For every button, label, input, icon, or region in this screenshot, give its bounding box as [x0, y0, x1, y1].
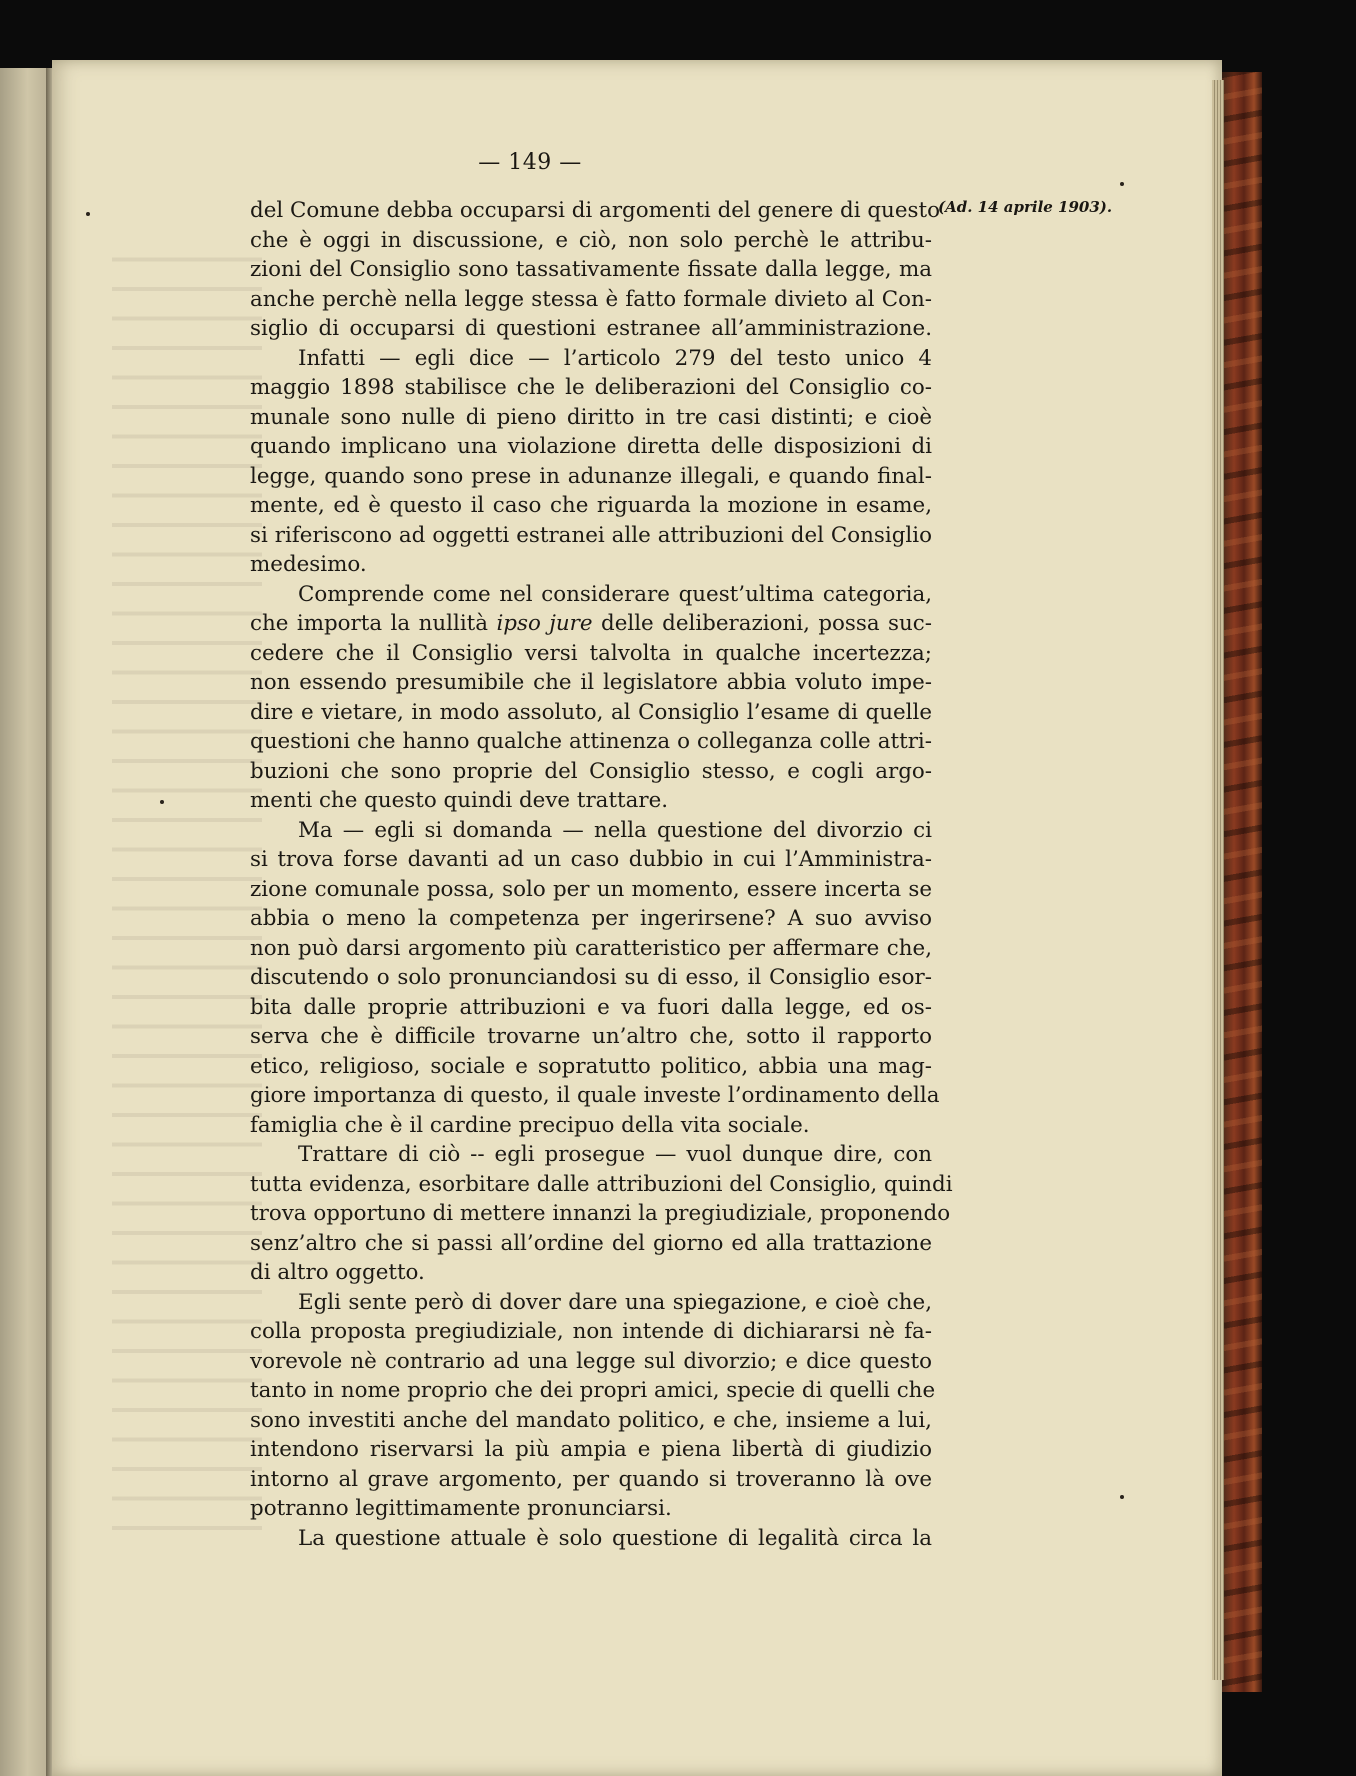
text-line: si trova forse davanti ad un caso dubbio in cui l’Amministra-: [250, 847, 932, 872]
text-line: mente, ed è questo il caso che riguarda la mozione in esame,: [250, 493, 932, 518]
text-line: quando implicano una violazione diretta delle disposizioni di: [250, 434, 932, 459]
text-line: Infatti — egli dice — l’articolo 279 del testo unico 4: [298, 345, 932, 371]
text-line: intorno al grave argomento, per quando si troveranno là ove: [250, 1466, 932, 1492]
text-line: trova opportuno di mettere innanzi la pregiudiziale, proponendo: [250, 1201, 951, 1226]
text-line: questioni che hanno qualche attinenza o colleganza colle attri-: [250, 729, 932, 754]
text-line: colla proposta pregiudiziale, non intende di dichiararsi nè fa-: [250, 1319, 932, 1344]
text-line: sono investiti anche del mandato politico, e che, insieme a lui,: [250, 1407, 932, 1433]
text-line: si riferiscono ad oggetti estranei alle attribuzioni del Consiglio: [250, 522, 932, 548]
ink-speck: [86, 212, 90, 216]
text-line: buzioni che sono proprie del Consiglio stesso, e cogli argo-: [250, 758, 932, 784]
text-line: munale sono nulle di pieno diritto in tre casi distinti; e cioè: [250, 404, 932, 430]
text-line: vorevole nè contrario ad una legge sul divorzio; e dice questo: [250, 1348, 932, 1374]
text-line: zione comunale possa, solo per un momento, essere incerta se: [250, 876, 932, 902]
text-line: etico, religioso, sociale e sopratutto politico, abbia una mag-: [250, 1053, 932, 1079]
page-number: — 149 —: [478, 150, 582, 175]
text-line: Comprende come nel considerare quest’ultima categoria,: [298, 581, 932, 607]
text-line: non può darsi argomento più caratteristico per affermare che,: [250, 935, 932, 961]
text-line: che importa la nullità ipso jure delle deliberazioni, possa suc-: [250, 611, 933, 636]
marbled-spine-texture: [1222, 72, 1262, 1692]
text-line: non essendo presumibile che il legislatore abbia voluto impe-: [250, 670, 932, 695]
text-line: zioni del Consiglio sono tassativamente fissate dalla legge, ma: [250, 257, 932, 282]
text-line: di altro oggetto.: [250, 1260, 425, 1285]
text-line: Ma — egli si domanda — nella questione del divorzio ci: [298, 817, 932, 843]
text-line: siglio di occuparsi di questioni estranee all’amministrazione.: [250, 316, 932, 341]
text-line: menti che questo quindi deve trattare.: [250, 788, 669, 813]
text-line: maggio 1898 stabilisce che le deliberazioni del Consiglio co-: [250, 375, 932, 400]
ink-speck: [160, 800, 164, 804]
ink-speck: [1120, 1495, 1124, 1499]
left-page-edge: [0, 68, 50, 1776]
ink-speck: [1120, 182, 1124, 186]
text-line: Trattare di ciò -- egli prosegue — vuol dunque dire, con: [298, 1142, 932, 1167]
text-line: intendono riservarsi la più ampia e piena libertà di giudizio: [250, 1437, 932, 1462]
text-line: cedere che il Consiglio versi talvolta in qualche incertezza;: [250, 640, 932, 666]
text-line: discutendo o solo pronunciandosi su di esso, il Consiglio esor-: [250, 965, 932, 990]
page-edges: [1212, 80, 1224, 1680]
text-line: giore importanza di questo, il quale investe l’ordinamento della: [250, 1083, 940, 1108]
margin-date-note: (Ad. 14 aprile 1903).: [938, 198, 1113, 216]
text-line: dire e vietare, in modo assoluto, al Consiglio l’esame di quelle: [250, 699, 932, 725]
text-line: Egli sente però di dover dare una spiegazione, e cioè che,: [298, 1289, 932, 1315]
text-line: famiglia che è il cardine precipuo della vita sociale.: [250, 1112, 810, 1138]
text-line: medesimo.: [250, 552, 367, 577]
text-line: bita dalle proprie attribuzioni e va fuori dalla legge, ed os-: [250, 994, 932, 1020]
text-line: tanto in nome proprio che dei propri amici, specie di quelli che: [250, 1378, 936, 1403]
text-line: senz’altro che si passi all’ordine del giorno ed alla trattazione: [250, 1230, 932, 1256]
text-line: anche perchè nella legge stessa è fatto formale divieto al Con-: [250, 286, 932, 312]
text-line: potranno legittimamente pronunciarsi.: [250, 1496, 672, 1521]
bleed-through-text: [112, 250, 262, 1550]
text-line: del Comune debba occuparsi di argomenti del genere di questo: [250, 198, 940, 223]
text-line: La questione attuale è solo questione di legalità circa la: [298, 1525, 932, 1551]
text-line: serva che è difficile trovarne un’altro che, sotto il rapporto: [250, 1024, 932, 1049]
text-line: abbia o meno la competenza per ingerirsene? A suo avviso: [250, 906, 932, 931]
text-line: che è oggi in discussione, e ciò, non solo perchè le attribu-: [250, 227, 932, 253]
text-line: tutta evidenza, esorbitare dalle attribuzioni del Consiglio, quindi: [250, 1171, 953, 1197]
text-line: legge, quando sono prese in adunanze illegali, e quando final-: [250, 463, 932, 489]
body-text: [250, 196, 953, 1553]
